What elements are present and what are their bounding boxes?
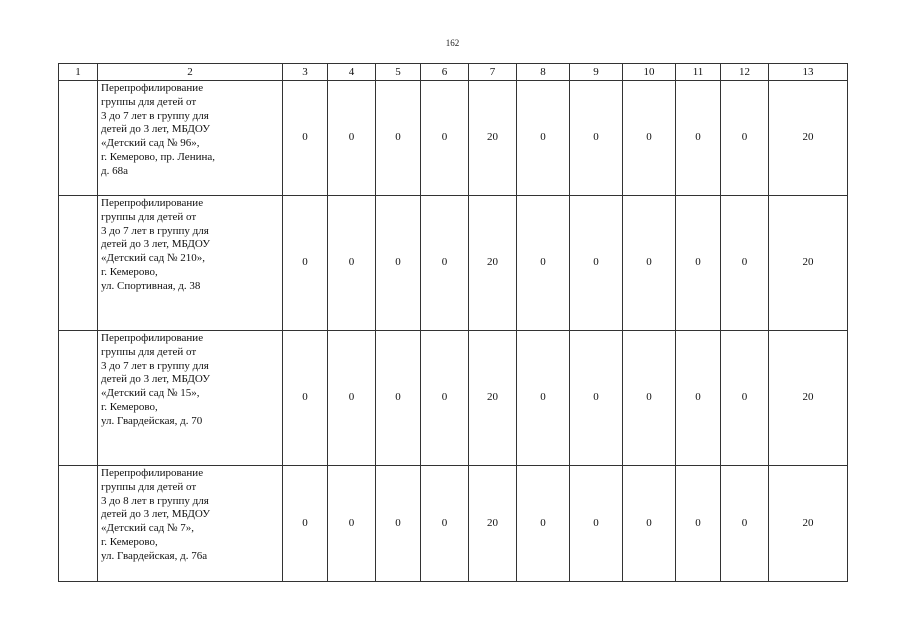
value-cell: 0 [421,81,469,196]
description-line: детей до 3 лет, МБДОУ [101,508,211,521]
table-row [59,81,848,196]
column-header: 12 [721,64,769,81]
value-cell: 20 [469,81,517,196]
column-header: 2 [98,64,283,81]
value-cell: 0 [721,331,769,466]
value-cell: 0 [623,196,676,331]
value-cell: 0 [376,331,421,466]
description-line: д. 68а [101,164,128,177]
description-line: группы для детей от [101,345,197,358]
description-cell [98,331,283,466]
row-number-cell [59,81,98,196]
description-line: детей до 3 лет, МБДОУ [101,373,211,386]
description-line: 3 до 8 лет в группу для [101,494,209,507]
value-cell: 0 [623,331,676,466]
description-line: «Детский сад № 15», [101,387,200,399]
description-line: 3 до 7 лет в группу для [101,359,209,372]
column-header: 4 [328,64,376,81]
description-line: Перепрофилирование [101,467,204,479]
value-cell: 20 [769,196,848,331]
value-cell: 0 [517,196,570,331]
table-row [59,331,848,466]
value-cell: 0 [517,81,570,196]
value-cell: 0 [721,196,769,331]
description-line: Перепрофилирование [101,82,204,94]
description-line: г. Кемерово, [101,265,158,278]
value-cell: 20 [769,466,848,582]
value-cell: 0 [328,81,376,196]
value-cell: 20 [769,81,848,196]
value-cell: 0 [283,81,328,196]
value-cell: 0 [623,466,676,582]
value-cell: 0 [570,196,623,331]
value-cell: 0 [676,81,721,196]
value-cell: 0 [676,196,721,331]
column-header: 7 [469,64,517,81]
description-line: группы для детей от [101,210,197,223]
value-cell: 0 [421,466,469,582]
value-cell: 0 [570,81,623,196]
column-header: 3 [283,64,328,81]
description-cell [98,466,283,582]
value-cell: 0 [421,331,469,466]
value-cell: 0 [623,81,676,196]
description-line: «Детский сад № 7», [101,522,194,534]
table-row [59,466,848,582]
description-line: 3 до 7 лет в группу для [101,224,209,237]
column-header: 9 [570,64,623,81]
description-line: ул. Гвардейская, д. 76а [101,549,208,562]
description-line: 3 до 7 лет в группу для [101,109,209,122]
row-number-cell [59,331,98,466]
value-cell: 0 [421,196,469,331]
value-cell: 20 [769,331,848,466]
value-cell: 0 [376,81,421,196]
description-line: ул. Спортивная, д. 38 [101,279,201,292]
row-number-cell [59,196,98,331]
description-line: г. Кемерово, пр. Ленина, [101,150,215,163]
value-cell: 0 [570,466,623,582]
value-cell: 0 [328,331,376,466]
description-line: «Детский сад № 210», [101,252,205,264]
description-line: ул. Гвардейская, д. 70 [101,414,203,427]
value-cell: 0 [676,331,721,466]
value-cell: 0 [517,466,570,582]
description-line: «Детский сад № 96», [101,137,200,149]
description-line: детей до 3 лет, МБДОУ [101,238,211,251]
value-cell: 0 [283,196,328,331]
description-line: г. Кемерово, [101,400,158,413]
value-cell: 0 [283,466,328,582]
description-line: детей до 3 лет, МБДОУ [101,123,211,136]
column-header: 8 [517,64,570,81]
value-cell: 0 [328,466,376,582]
column-header: 1 [59,64,98,81]
description-cell [98,196,283,331]
value-cell: 0 [283,331,328,466]
column-header: 11 [676,64,721,81]
data-table [58,63,848,582]
value-cell: 0 [721,81,769,196]
column-header: 5 [376,64,421,81]
value-cell: 20 [469,196,517,331]
value-cell: 0 [328,196,376,331]
description-line: Перепрофилирование [101,332,204,344]
row-number-cell [59,466,98,582]
description-line: Перепрофилирование [101,197,204,209]
value-cell: 20 [469,331,517,466]
description-line: группы для детей от [101,480,197,493]
value-cell: 0 [376,196,421,331]
value-cell: 0 [721,466,769,582]
value-cell: 0 [517,331,570,466]
page-number: 162 [445,38,460,48]
description-cell [98,81,283,196]
column-header: 13 [769,64,848,81]
value-cell: 0 [676,466,721,582]
column-header: 10 [623,64,676,81]
value-cell: 0 [376,466,421,582]
column-header: 6 [421,64,469,81]
description-line: г. Кемерово, [101,535,158,548]
value-cell: 20 [469,466,517,582]
value-cell: 0 [570,331,623,466]
description-line: группы для детей от [101,95,197,108]
header-row [59,64,848,81]
table-row [59,196,848,331]
